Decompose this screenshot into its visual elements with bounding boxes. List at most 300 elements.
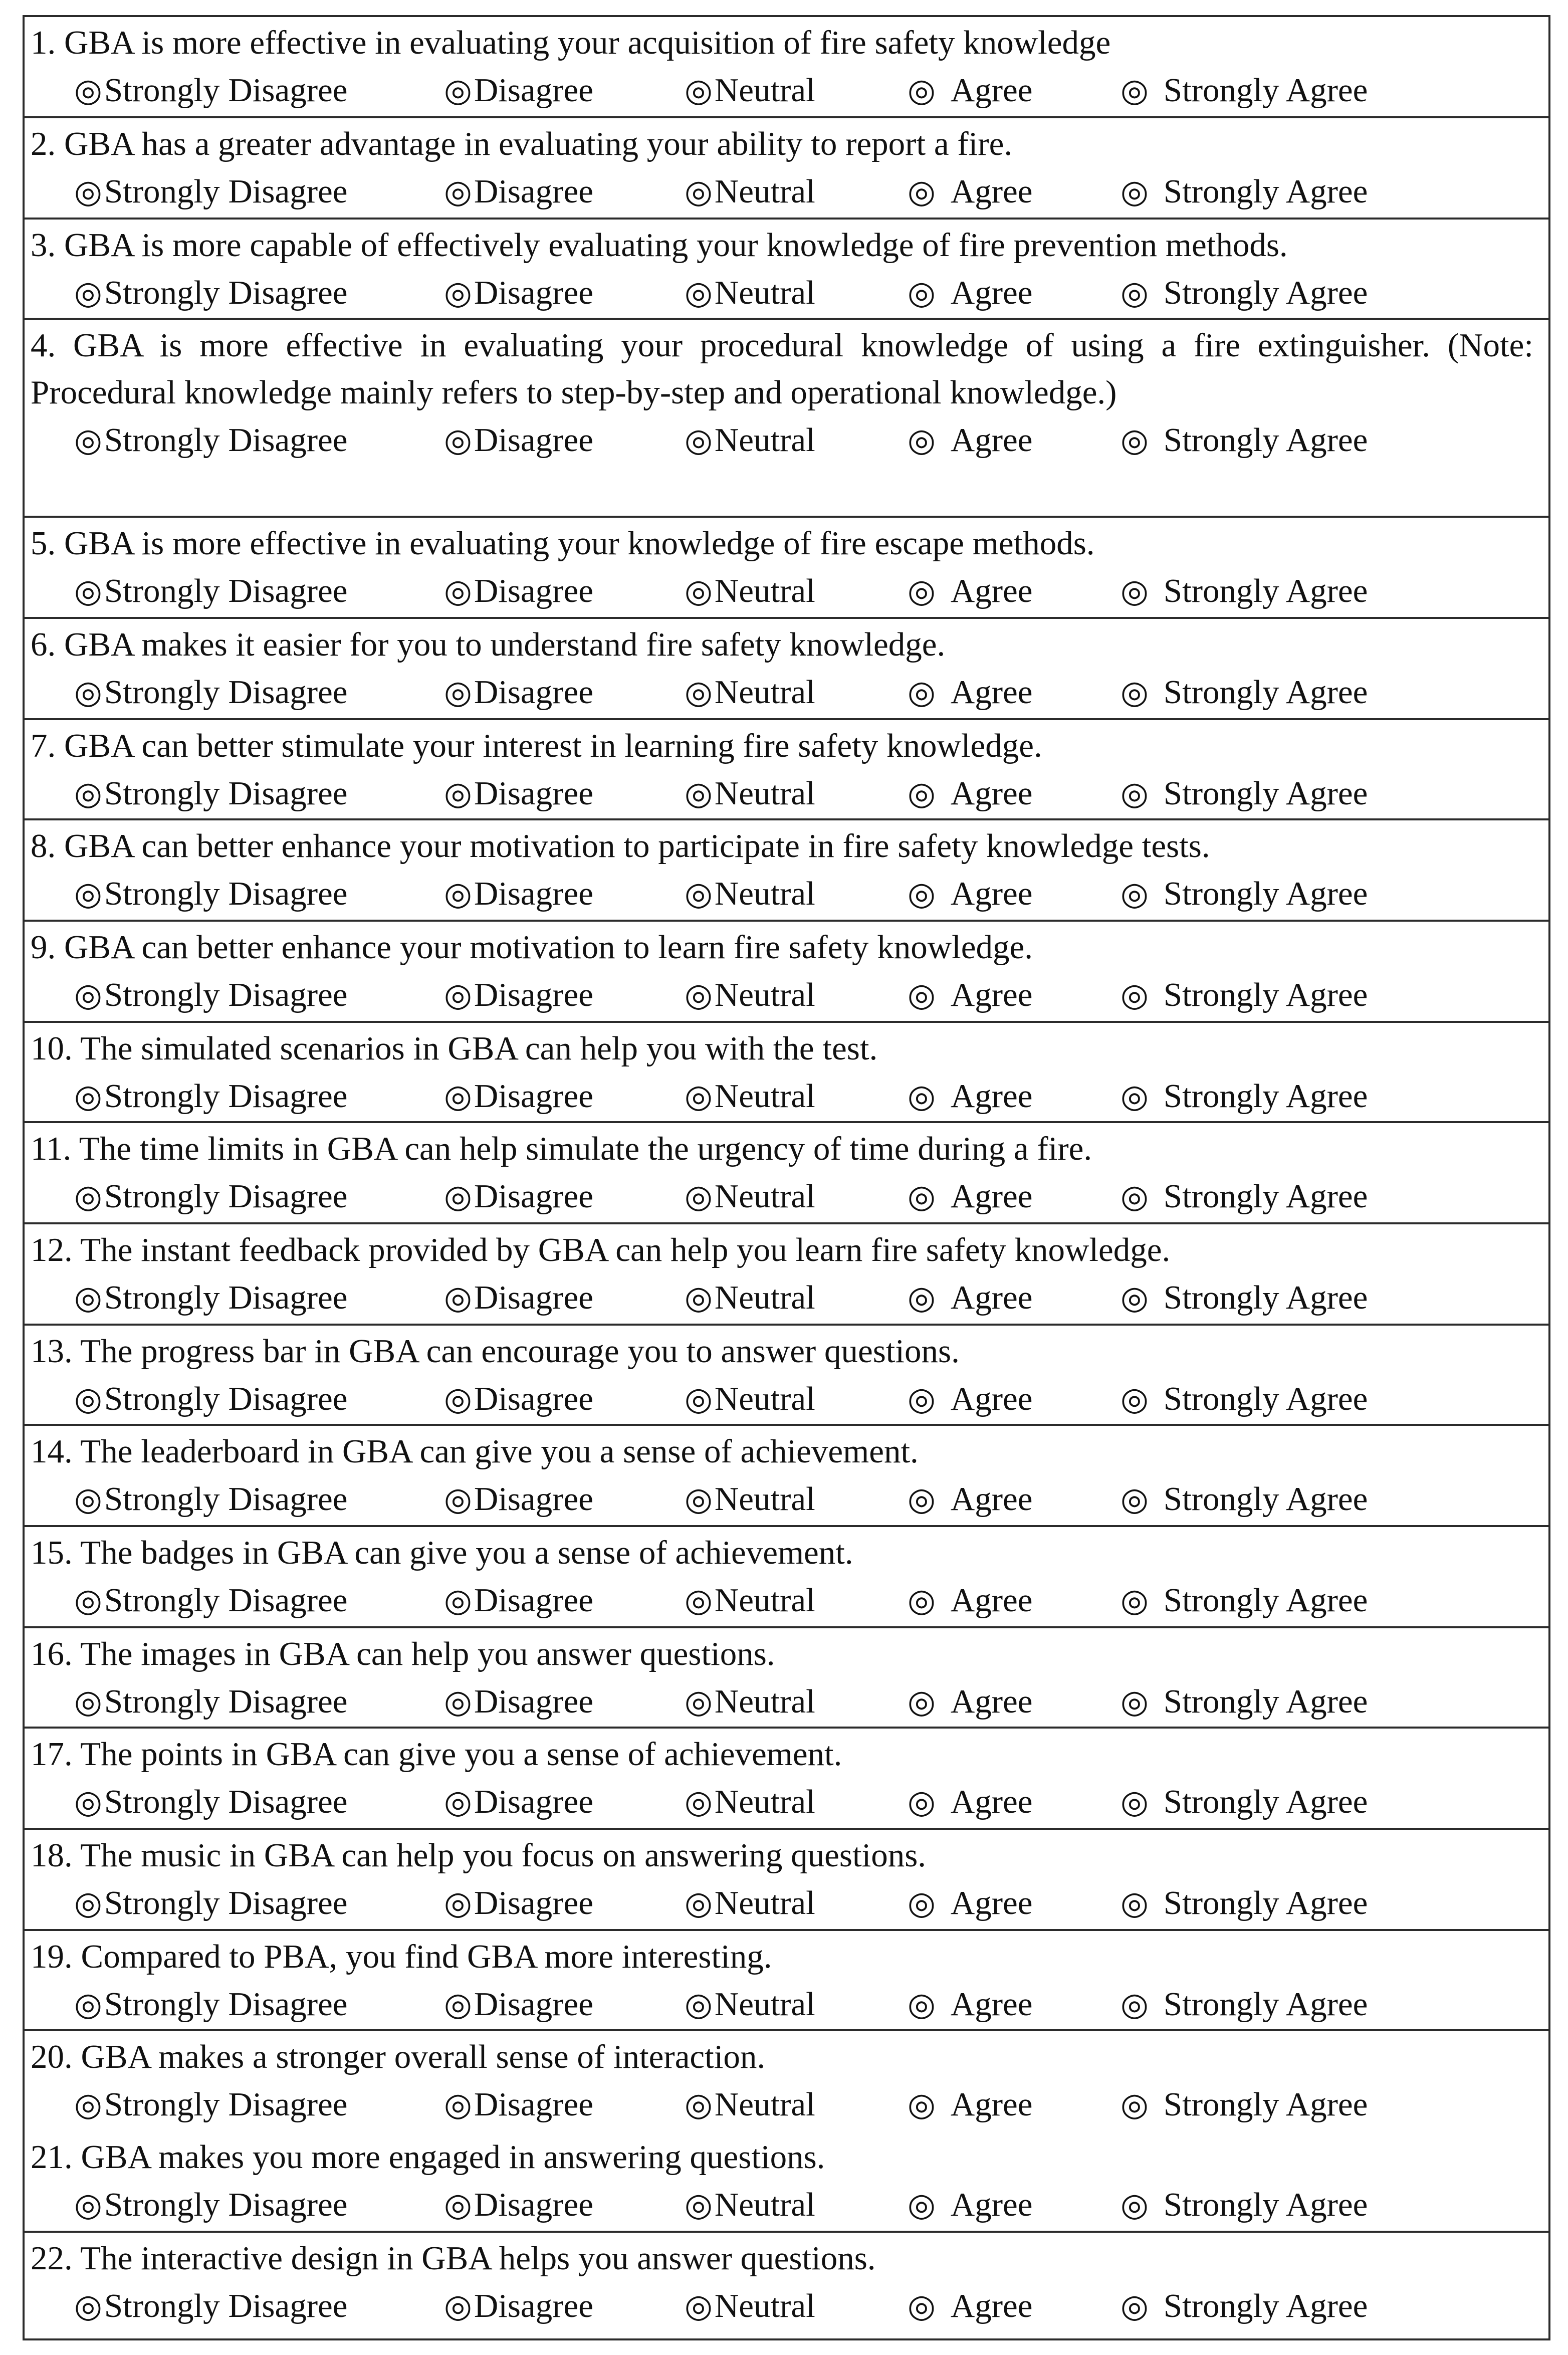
radio-button-icon[interactable]: ◎ (1121, 422, 1149, 458)
radio-button-icon[interactable]: ◎ (908, 573, 936, 609)
option-strongly-agree[interactable] (1121, 416, 1368, 465)
radio-button-icon[interactable]: ◎ (685, 876, 713, 912)
option-label: Disagree (474, 976, 593, 1013)
option-label: Strongly Agree (1163, 2186, 1368, 2223)
option-disagree[interactable] (444, 870, 593, 918)
option-strongly-disagree[interactable] (74, 1375, 348, 1423)
option-neutral[interactable] (685, 1879, 815, 1928)
radio-button-icon[interactable]: ◎ (908, 1280, 936, 1316)
question-text: 8. GBA can better enhance your motivation to participate in fire safety knowledge tests. (31, 827, 1210, 865)
option-disagree[interactable] (444, 416, 593, 465)
option-label: Strongly Agree (1163, 173, 1368, 210)
option-agree[interactable] (908, 1172, 1033, 1221)
radio-button-icon[interactable]: ◎ (74, 776, 102, 811)
option-label: Strongly Agree (1163, 1178, 1368, 1215)
option-agree[interactable] (908, 1273, 1033, 1322)
radio-button-icon[interactable]: ◎ (685, 275, 713, 311)
radio-button-icon[interactable]: ◎ (685, 2288, 713, 2324)
radio-button-icon[interactable]: ◎ (908, 73, 936, 108)
radio-button-icon[interactable]: ◎ (444, 1987, 472, 2022)
radio-button-icon[interactable]: ◎ (685, 422, 713, 458)
radio-button-icon[interactable]: ◎ (74, 2288, 102, 2324)
likert-options (31, 1677, 1533, 1726)
question-text: 13. The progress bar in GBA can encourage you to answer questions. (31, 1333, 960, 1370)
option-label: Agree (950, 1683, 1033, 1720)
option-strongly-agree[interactable] (1121, 1072, 1368, 1121)
option-label: Neutral (714, 674, 815, 711)
radio-button-icon[interactable]: ◎ (908, 977, 936, 1013)
radio-button-icon[interactable]: ◎ (1121, 1481, 1149, 1517)
radio-button-icon[interactable]: ◎ (74, 675, 102, 710)
radio-button-icon[interactable]: ◎ (908, 174, 936, 209)
option-label: Agree (950, 976, 1033, 1013)
option-disagree[interactable] (444, 1778, 593, 1826)
option-disagree[interactable] (444, 1879, 593, 1928)
radio-button-icon[interactable]: ◎ (1121, 1987, 1149, 2022)
option-label: Agree (950, 1884, 1033, 1921)
option-agree[interactable] (908, 1980, 1033, 2029)
option-neutral[interactable] (685, 1778, 815, 1826)
option-agree[interactable] (908, 1072, 1033, 1121)
radio-button-icon[interactable]: ◎ (74, 1784, 102, 1820)
option-strongly-disagree[interactable] (74, 66, 348, 115)
radio-button-icon[interactable]: ◎ (685, 73, 713, 108)
radio-button-icon[interactable]: ◎ (1121, 1684, 1149, 1720)
radio-button-icon[interactable]: ◎ (1121, 2187, 1149, 2223)
question-row-17 (25, 1729, 1548, 1830)
likert-options (31, 2080, 1533, 2128)
option-neutral[interactable] (685, 1072, 815, 1121)
option-strongly-agree[interactable] (1121, 1677, 1368, 1726)
option-label: Strongly Agree (1163, 1380, 1368, 1417)
option-strongly-disagree[interactable] (74, 567, 348, 615)
radio-button-icon[interactable]: ◎ (908, 1885, 936, 1921)
radio-button-icon[interactable]: ◎ (1121, 275, 1149, 311)
option-agree[interactable] (908, 1677, 1033, 1726)
option-strongly-disagree[interactable] (74, 1273, 348, 1322)
option-strongly-disagree[interactable] (74, 1576, 348, 1625)
option-label: Strongly Agree (1163, 421, 1368, 459)
question-text: 11. The time limits in GBA can help simulate the urgency of time during a fire. (31, 1130, 1092, 1167)
radio-button-icon[interactable]: ◎ (444, 422, 472, 458)
option-strongly-disagree[interactable] (74, 2080, 348, 2129)
option-disagree[interactable] (444, 971, 593, 1019)
radio-button-icon[interactable]: ◎ (444, 2187, 472, 2223)
option-label: Agree (950, 572, 1033, 609)
radio-button-icon[interactable]: ◎ (1121, 1784, 1149, 1820)
option-label: Neutral (714, 1279, 815, 1316)
likert-options (31, 1879, 1533, 1927)
option-strongly-agree[interactable] (1121, 971, 1368, 1019)
radio-button-icon[interactable]: ◎ (908, 422, 936, 458)
likert-options (31, 971, 1533, 1019)
option-label: Neutral (714, 572, 815, 609)
question-row-1 (25, 17, 1548, 118)
question-row-10 (25, 1023, 1548, 1123)
likert-options (31, 1778, 1533, 1826)
question-text: 15. The badges in GBA can give you a sense of achievement. (31, 1534, 853, 1571)
radio-button-icon[interactable]: ◎ (685, 977, 713, 1013)
option-label: Agree (950, 1783, 1033, 1820)
option-agree[interactable] (908, 269, 1033, 317)
radio-button-icon[interactable]: ◎ (444, 2087, 472, 2122)
radio-button-icon[interactable]: ◎ (74, 977, 102, 1013)
radio-button-icon[interactable]: ◎ (908, 1079, 936, 1114)
radio-button-icon[interactable]: ◎ (685, 1079, 713, 1114)
option-strongly-disagree[interactable] (74, 971, 348, 1019)
radio-button-icon[interactable]: ◎ (444, 73, 472, 108)
radio-button-icon[interactable]: ◎ (1121, 1280, 1149, 1316)
radio-button-icon[interactable]: ◎ (444, 174, 472, 209)
radio-button-icon[interactable]: ◎ (74, 1381, 102, 1417)
option-label: Strongly Disagree (104, 173, 348, 210)
option-strongly-agree[interactable] (1121, 1375, 1368, 1423)
question-text: 16. The images in GBA can help you answer questions. (31, 1635, 775, 1672)
option-strongly-agree[interactable] (1121, 870, 1368, 918)
question-row-7 (25, 720, 1548, 820)
radio-button-icon[interactable]: ◎ (444, 1079, 472, 1114)
option-strongly-disagree[interactable] (74, 1677, 348, 1726)
option-label: Disagree (474, 775, 593, 812)
option-strongly-agree[interactable] (1121, 1475, 1368, 1524)
radio-button-icon[interactable]: ◎ (74, 1583, 102, 1618)
option-agree[interactable] (908, 668, 1033, 717)
radio-button-icon[interactable]: ◎ (444, 1684, 472, 1720)
radio-button-icon[interactable]: ◎ (908, 1481, 936, 1517)
option-strongly-disagree[interactable] (74, 2282, 348, 2328)
radio-button-icon[interactable]: ◎ (685, 174, 713, 209)
question-row-4 (25, 320, 1548, 518)
option-strongly-disagree[interactable] (74, 1172, 348, 1221)
option-agree[interactable] (908, 1879, 1033, 1928)
radio-button-icon[interactable]: ◎ (1121, 1179, 1149, 1214)
radio-button-icon[interactable]: ◎ (74, 1987, 102, 2022)
radio-button-icon[interactable]: ◎ (1121, 2288, 1149, 2324)
question-text: 9. GBA can better enhance your motivation to learn fire safety knowledge. (31, 929, 1033, 966)
radio-button-icon[interactable]: ◎ (685, 1179, 713, 1214)
option-label: Disagree (474, 2287, 593, 2324)
radio-button-icon[interactable]: ◎ (444, 573, 472, 609)
radio-button-icon[interactable]: ◎ (74, 1684, 102, 1720)
option-disagree[interactable] (444, 2181, 593, 2229)
option-strongly-agree[interactable] (1121, 269, 1368, 317)
option-disagree[interactable] (444, 1172, 593, 1221)
option-disagree[interactable] (444, 567, 593, 615)
option-strongly-agree[interactable] (1121, 2181, 1368, 2229)
radio-button-icon[interactable]: ◎ (1121, 1885, 1149, 1921)
radio-button-icon[interactable]: ◎ (685, 1381, 713, 1417)
option-disagree[interactable] (444, 1375, 593, 1423)
option-strongly-disagree[interactable] (74, 2181, 348, 2229)
radio-button-icon[interactable]: ◎ (685, 776, 713, 811)
option-strongly-disagree[interactable] (74, 1980, 348, 2029)
option-agree[interactable] (908, 1375, 1033, 1423)
radio-button-icon[interactable]: ◎ (908, 2087, 936, 2122)
option-label: Disagree (474, 1683, 593, 1720)
option-label: Strongly Agree (1163, 674, 1368, 711)
likert-options (31, 1375, 1533, 1423)
radio-button-icon[interactable]: ◎ (685, 1280, 713, 1316)
radio-button-icon[interactable]: ◎ (1121, 174, 1149, 209)
option-neutral[interactable] (685, 1375, 815, 1423)
option-label: Strongly Agree (1163, 775, 1368, 812)
option-neutral[interactable] (685, 269, 815, 317)
option-label: Strongly Disagree (104, 1480, 348, 1518)
radio-button-icon[interactable]: ◎ (444, 675, 472, 710)
radio-button-icon[interactable]: ◎ (444, 1784, 472, 1820)
option-strongly-agree[interactable] (1121, 2282, 1368, 2328)
radio-button-icon[interactable]: ◎ (908, 776, 936, 811)
radio-button-icon[interactable]: ◎ (908, 2288, 936, 2324)
option-neutral[interactable] (685, 769, 815, 818)
likert-options (31, 2282, 1533, 2328)
radio-button-icon[interactable]: ◎ (1121, 876, 1149, 912)
radio-button-icon[interactable]: ◎ (1121, 573, 1149, 609)
option-strongly-disagree[interactable] (74, 416, 348, 465)
option-disagree[interactable] (444, 269, 593, 317)
radio-button-icon[interactable]: ◎ (74, 1885, 102, 1921)
option-label: Agree (950, 173, 1033, 210)
radio-button-icon[interactable]: ◎ (74, 1481, 102, 1517)
radio-button-icon[interactable]: ◎ (908, 1583, 936, 1618)
radio-button-icon[interactable]: ◎ (444, 1481, 472, 1517)
option-strongly-agree[interactable] (1121, 1576, 1368, 1625)
radio-button-icon[interactable]: ◎ (908, 2187, 936, 2223)
option-agree[interactable] (908, 1475, 1033, 1524)
option-agree[interactable] (908, 2282, 1033, 2328)
option-disagree[interactable] (444, 2282, 593, 2328)
option-strongly-agree[interactable] (1121, 668, 1368, 717)
radio-button-icon[interactable]: ◎ (444, 1381, 472, 1417)
option-strongly-agree[interactable] (1121, 769, 1368, 818)
option-neutral[interactable] (685, 416, 815, 465)
option-neutral[interactable] (685, 167, 815, 216)
likert-options (31, 1475, 1533, 1523)
option-label: Disagree (474, 572, 593, 609)
option-strongly-agree[interactable] (1121, 2080, 1368, 2129)
radio-button-icon[interactable]: ◎ (444, 876, 472, 912)
option-strongly-disagree[interactable] (74, 167, 348, 216)
option-strongly-disagree[interactable] (74, 769, 348, 818)
radio-button-icon[interactable]: ◎ (1121, 1079, 1149, 1114)
radio-button-icon[interactable]: ◎ (444, 1179, 472, 1214)
option-neutral[interactable] (685, 1273, 815, 1322)
option-strongly-agree[interactable] (1121, 1879, 1368, 1928)
option-strongly-agree[interactable] (1121, 1980, 1368, 2029)
option-neutral[interactable] (685, 1980, 815, 2029)
option-strongly-agree[interactable] (1121, 1172, 1368, 1221)
option-strongly-agree[interactable] (1121, 1273, 1368, 1322)
option-neutral[interactable] (685, 1475, 815, 1524)
option-strongly-disagree[interactable] (74, 668, 348, 717)
radio-button-icon[interactable]: ◎ (74, 573, 102, 609)
radio-button-icon[interactable]: ◎ (444, 2288, 472, 2324)
option-label: Strongly Disagree (104, 1279, 348, 1316)
question-text: 18. The music in GBA can help you focus on answering questions. (31, 1837, 927, 1874)
radio-button-icon[interactable]: ◎ (74, 73, 102, 108)
question-text: 12. The instant feedback provided by GBA can help you learn fire safety knowledge. (31, 1231, 1171, 1268)
radio-button-icon[interactable]: ◎ (685, 1885, 713, 1921)
radio-button-icon[interactable]: ◎ (685, 2087, 713, 2122)
radio-button-icon[interactable]: ◎ (1121, 1583, 1149, 1618)
option-agree[interactable] (908, 1778, 1033, 1826)
likert-options (31, 1172, 1533, 1220)
option-label: Strongly Agree (1163, 1884, 1368, 1921)
option-disagree[interactable] (444, 1273, 593, 1322)
radio-button-icon[interactable]: ◎ (444, 977, 472, 1013)
radio-button-icon[interactable]: ◎ (685, 1987, 713, 2022)
question-text: 1. GBA is more effective in evaluating your acquisition of fire safety knowledge (31, 24, 1111, 61)
option-neutral[interactable] (685, 668, 815, 717)
option-disagree[interactable] (444, 1072, 593, 1121)
question-row-22 (25, 2233, 1548, 2328)
radio-button-icon[interactable]: ◎ (444, 1583, 472, 1618)
option-neutral[interactable] (685, 1576, 815, 1625)
radio-button-icon[interactable]: ◎ (1121, 776, 1149, 811)
option-disagree[interactable] (444, 1677, 593, 1726)
option-label: Disagree (474, 1783, 593, 1820)
option-disagree[interactable] (444, 2080, 593, 2129)
question-row-13 (25, 1326, 1548, 1426)
option-agree[interactable] (908, 971, 1033, 1019)
radio-button-icon[interactable]: ◎ (74, 1079, 102, 1114)
radio-button-icon[interactable]: ◎ (685, 1684, 713, 1720)
option-label: Strongly Disagree (104, 572, 348, 609)
option-agree[interactable] (908, 870, 1033, 918)
option-strongly-agree[interactable] (1121, 66, 1368, 115)
option-disagree[interactable] (444, 668, 593, 717)
radio-button-icon[interactable]: ◎ (685, 675, 713, 710)
option-agree[interactable] (908, 1576, 1033, 1625)
radio-button-icon[interactable]: ◎ (1121, 977, 1149, 1013)
question-row-21 (25, 2131, 1548, 2233)
radio-button-icon[interactable]: ◎ (908, 275, 936, 311)
radio-button-icon[interactable]: ◎ (74, 1280, 102, 1316)
radio-button-icon[interactable]: ◎ (908, 1987, 936, 2022)
option-strongly-disagree[interactable] (74, 269, 348, 317)
option-label: Neutral (714, 2287, 815, 2324)
option-agree[interactable] (908, 167, 1033, 216)
option-strongly-agree[interactable] (1121, 1778, 1368, 1826)
radio-button-icon[interactable]: ◎ (74, 1179, 102, 1214)
option-disagree[interactable] (444, 1576, 593, 1625)
radio-button-icon[interactable]: ◎ (1121, 73, 1149, 108)
option-label: Disagree (474, 1078, 593, 1115)
option-disagree[interactable] (444, 769, 593, 818)
option-neutral[interactable] (685, 2181, 815, 2229)
question-row-9 (25, 922, 1548, 1023)
radio-button-icon[interactable]: ◎ (74, 2187, 102, 2223)
radio-button-icon[interactable]: ◎ (74, 876, 102, 912)
option-label: Neutral (714, 1178, 815, 1215)
option-disagree[interactable] (444, 1475, 593, 1524)
option-neutral[interactable] (685, 2282, 815, 2328)
radio-button-icon[interactable]: ◎ (74, 275, 102, 311)
option-strongly-disagree[interactable] (74, 1072, 348, 1121)
option-agree[interactable] (908, 416, 1033, 465)
question-row-5 (25, 518, 1548, 619)
option-agree[interactable] (908, 2181, 1033, 2229)
option-label: Neutral (714, 1683, 815, 1720)
option-label: Disagree (474, 2086, 593, 2123)
option-label: Agree (950, 1480, 1033, 1518)
option-strongly-disagree[interactable] (74, 1475, 348, 1524)
option-neutral[interactable] (685, 1172, 815, 1221)
likert-options (31, 567, 1533, 615)
radio-button-icon[interactable]: ◎ (74, 174, 102, 209)
radio-button-icon[interactable]: ◎ (444, 1280, 472, 1316)
option-agree[interactable] (908, 567, 1033, 615)
option-label: Disagree (474, 421, 593, 459)
option-label: Strongly Disagree (104, 2186, 348, 2223)
radio-button-icon[interactable]: ◎ (444, 275, 472, 311)
option-label: Strongly Disagree (104, 1986, 348, 2023)
option-strongly-agree[interactable] (1121, 567, 1368, 615)
radio-button-icon[interactable]: ◎ (685, 1481, 713, 1517)
option-neutral[interactable] (685, 2080, 815, 2129)
option-neutral[interactable] (685, 567, 815, 615)
radio-button-icon[interactable]: ◎ (908, 1381, 936, 1417)
option-disagree[interactable] (444, 1980, 593, 2029)
radio-button-icon[interactable]: ◎ (1121, 675, 1149, 710)
radio-button-icon[interactable]: ◎ (444, 1885, 472, 1921)
radio-button-icon[interactable]: ◎ (74, 2087, 102, 2122)
radio-button-icon[interactable]: ◎ (685, 1784, 713, 1820)
option-label: Strongly Agree (1163, 976, 1368, 1013)
radio-button-icon[interactable]: ◎ (908, 876, 936, 912)
radio-button-icon[interactable]: ◎ (685, 1583, 713, 1618)
option-neutral[interactable] (685, 870, 815, 918)
radio-button-icon[interactable]: ◎ (908, 1784, 936, 1820)
option-label: Agree (950, 274, 1033, 311)
option-label: Strongly Disagree (104, 976, 348, 1013)
option-label: Disagree (474, 173, 593, 210)
option-label: Strongly Agree (1163, 1582, 1368, 1619)
radio-button-icon[interactable]: ◎ (444, 776, 472, 811)
option-disagree[interactable] (444, 167, 593, 216)
radio-button-icon[interactable]: ◎ (908, 1684, 936, 1720)
radio-button-icon[interactable]: ◎ (908, 675, 936, 710)
option-label: Neutral (714, 775, 815, 812)
question-text: 6. GBA makes it easier for you to understand fire safety knowledge. (31, 626, 946, 663)
option-label: Agree (950, 1178, 1033, 1215)
option-strongly-disagree[interactable] (74, 1879, 348, 1928)
option-label: Neutral (714, 875, 815, 912)
radio-button-icon[interactable]: ◎ (1121, 2087, 1149, 2122)
option-label: Strongly Agree (1163, 1986, 1368, 2023)
option-label: Agree (950, 421, 1033, 459)
option-agree[interactable] (908, 2080, 1033, 2129)
option-strongly-agree[interactable] (1121, 167, 1368, 216)
option-agree[interactable] (908, 66, 1033, 115)
likert-options (31, 416, 1533, 464)
radio-button-icon[interactable]: ◎ (1121, 1381, 1149, 1417)
radio-button-icon[interactable]: ◎ (74, 422, 102, 458)
option-agree[interactable] (908, 769, 1033, 818)
radio-button-icon[interactable]: ◎ (685, 2187, 713, 2223)
option-neutral[interactable] (685, 66, 815, 115)
option-neutral[interactable] (685, 1677, 815, 1726)
option-strongly-disagree[interactable] (74, 870, 348, 918)
option-label: Disagree (474, 875, 593, 912)
option-disagree[interactable] (444, 66, 593, 115)
option-neutral[interactable] (685, 971, 815, 1019)
question-row-3 (25, 220, 1548, 320)
radio-button-icon[interactable]: ◎ (685, 573, 713, 609)
option-strongly-disagree[interactable] (74, 1778, 348, 1826)
radio-button-icon[interactable]: ◎ (908, 1179, 936, 1214)
option-label: Strongly Agree (1163, 2086, 1368, 2123)
